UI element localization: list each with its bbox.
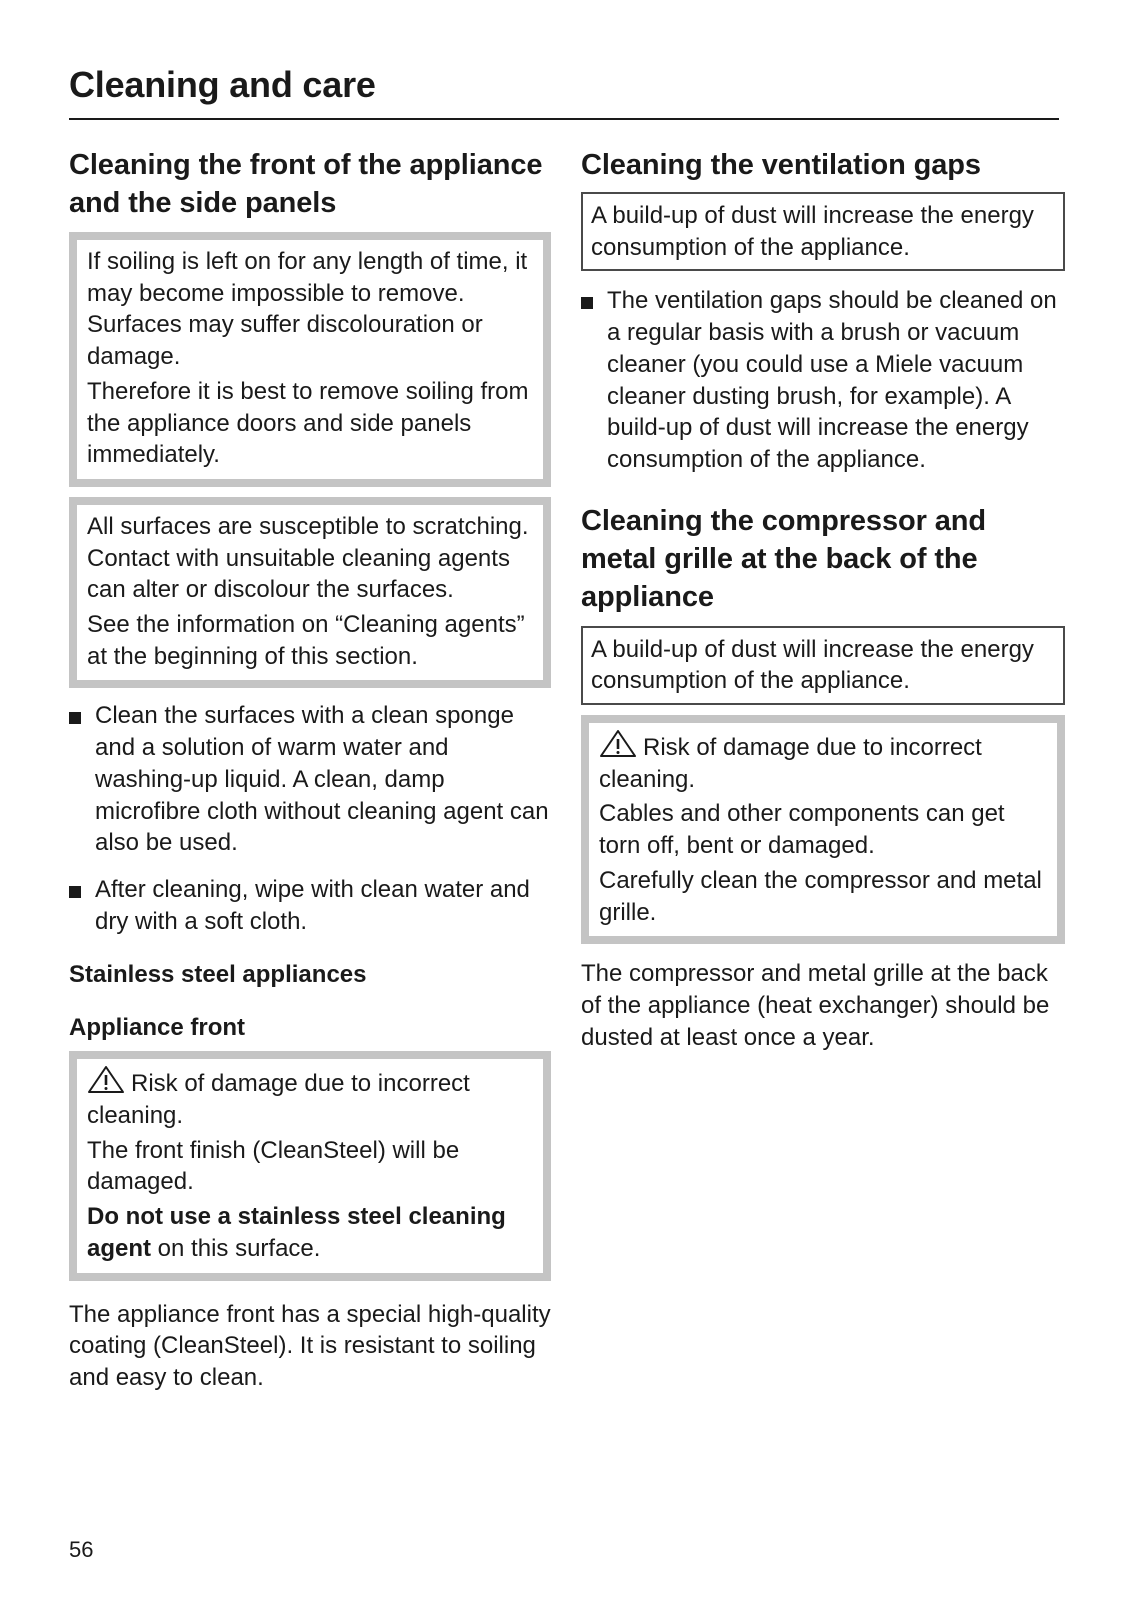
subheading-appliance-front: Appliance front (69, 1014, 246, 1042)
subheading-stainless: Stainless steel appliances (69, 961, 367, 989)
square-bullet-icon (69, 886, 81, 898)
warning-box-front (69, 1051, 551, 1280)
warning-triangle-icon (599, 729, 637, 758)
info-box-text: If soiling is left on for any length of time, it may become impossible to remove. Surfaces may suffer discolouration or damage. (87, 248, 528, 371)
list-item-text: Clean the surfaces with a clean sponge and a solution of warm water and washing-up liquid. A clean, damp microfibre cloth without cleaning agent can also be used. (95, 702, 549, 857)
list-item (69, 874, 551, 937)
page-number: 56 (69, 1537, 94, 1562)
square-bullet-icon (69, 712, 81, 724)
list-item (581, 285, 1065, 475)
warning-title-text: Risk of damage due to incorrect cleaning. (87, 1070, 470, 1130)
warning-text: The front finish (CleanSteel) will be damaged. (87, 1136, 460, 1196)
warning-title-text: Risk of damage due to incorrect cleaning. (599, 734, 982, 793)
note-box-compressor: A build-up of dust will increase the energy consumption of the appliance. (581, 626, 1065, 705)
info-box-text: All surfaces are susceptible to scratching. Contact with unsuitable cleaning agents can alter or discolour the surfaces. (87, 512, 529, 604)
warning-box-compressor (581, 715, 1065, 944)
square-bullet-icon (581, 297, 593, 309)
list-item (69, 700, 551, 859)
left-column (69, 146, 551, 1394)
instruction-list (581, 285, 1065, 475)
warning-instruction-rest: on this surface. (151, 1234, 321, 1262)
title-divider (69, 118, 1059, 120)
section-heading-compressor: Cleaning the compressor and metal grille at the back of the appliance (581, 504, 986, 613)
warning-instruction-bold: Do not use a stainless steel cleaning agent (87, 1203, 506, 1262)
info-box-scratching (69, 497, 551, 689)
warning-title (599, 729, 1047, 795)
info-box-text: See the information on “Cleaning agents” at the beginning of this section. (87, 611, 525, 670)
note-box-ventilation: A build-up of dust will increase the energy consumption of the appliance. (581, 192, 1065, 271)
info-box-text: Therefore it is best to remove soiling from the appliance doors and side panels immediately. (87, 377, 529, 469)
paragraph-cleansteel: The appliance front has a special high-quality coating (CleanSteel). It is resistant to soiling and easy to clean. (69, 1300, 551, 1391)
warning-triangle-icon (87, 1065, 125, 1094)
list-item-text: After cleaning, wipe with clean water and dry with a soft cloth. (95, 875, 530, 935)
paragraph-heat-exchanger: The compressor and metal grille at the back of the appliance (heat exchanger) should be dusted at least once a year. (581, 960, 1050, 1051)
list-item-text: The ventilation gaps should be cleaned on a regular basis with a brush or vacuum cleaner (you could use a Miele vacuum cleaner dusting brush, for example). A build-up of dust will increase the energy consumption of the appliance. (607, 287, 1057, 473)
warning-text: Cables and other components can get torn off, bent or damaged. (599, 800, 1005, 860)
right-column (581, 146, 1065, 1053)
section-heading-ventilation: Cleaning the ventilation gaps (581, 149, 981, 181)
page-title: Cleaning and care (69, 64, 376, 105)
warning-instruction (87, 1201, 533, 1264)
info-box-soiling (69, 232, 551, 487)
warning-title (87, 1065, 533, 1131)
section-heading-front: Cleaning the front of the appliance and the side panels (69, 149, 543, 219)
warning-text: Carefully clean the compressor and metal grille. (599, 866, 1042, 926)
instruction-list (69, 700, 551, 937)
